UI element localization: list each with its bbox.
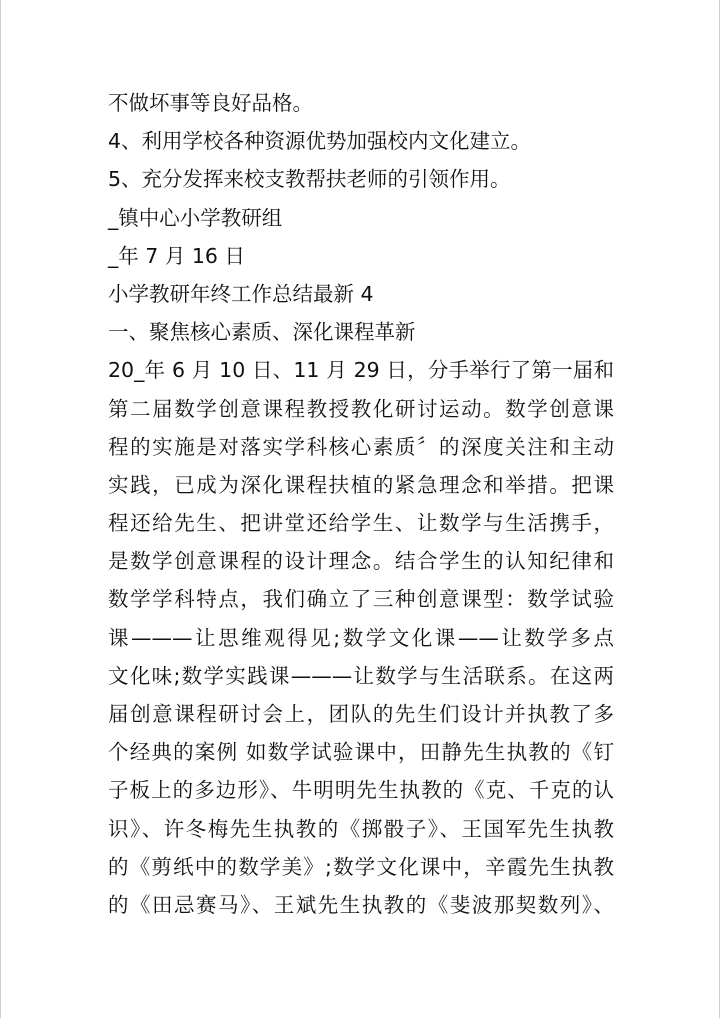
paragraph-line: 第二届数学创意课程教授教化研讨运动。数学创意课 — [108, 396, 614, 421]
signature-organization: _镇中心小学教研组 — [108, 205, 283, 230]
section-title: 小学教研年终工作总结最新 4 — [108, 281, 374, 306]
list-item-4: 4、利用学校各种资源优势加强校内文化建立。 — [108, 129, 532, 154]
document-body — [108, 84, 614, 924]
paragraph-line: 届创意课程研讨会上，团队的先生们设计并执教了多 — [108, 702, 614, 726]
text-line: 不做坏事等良好品格。 — [108, 91, 313, 115]
paragraph-line: 程还给先生、把讲堂还给学生、让数学与生活携手， — [108, 511, 614, 536]
paragraph-line: 实践，已成为深化课程扶植的紧急理念和举措。把课 — [108, 472, 614, 497]
paragraph-line: 识》、许冬梅先生执教的《掷骰子》、王国军先生执教 — [108, 816, 614, 841]
section-heading: 一、聚焦核心素质、深化课程革新 — [108, 320, 416, 345]
paragraph-line: 程的实施是对落实学科核心素质〞的深度关注和主动 — [108, 434, 614, 459]
paragraph-line: 课———让思维观得见;数学文化课——让数学多点 — [108, 625, 614, 650]
paragraph-line: 数学学科特点，我们确立了三种创意课型：数学试验 — [108, 587, 614, 612]
paragraph-line: 子板上的多边形》、牛明明先生执教的《克、千克的认 — [108, 778, 614, 803]
signature-date: _年 7 月 16 日 — [108, 243, 245, 268]
paragraph-line: 文化味;数学实践课———让数学与生活联系。在这两 — [108, 663, 614, 688]
paragraph-line: 的《剪纸中的数学美》;数学文化课中，辛霞先生执教 — [108, 854, 614, 879]
paragraph-line: 是数学创意课程的设计理念。结合学生的认知纪律和 — [108, 549, 614, 574]
page-left-edge — [0, 0, 1, 1018]
paragraph-line: 的《田忌赛马》、王斌先生执教的《斐波那契数列》、 — [108, 892, 614, 917]
paragraph-line: 个经典的案例 如数学试验课中，田静先生执教的《钉 — [108, 740, 614, 765]
paragraph-line: 20_年 6 月 10 日、11 月 29 日，分手举行了第一届和 — [108, 358, 614, 383]
list-item-5: 5、充分发挥来校支教帮扶老师的引领作用。 — [108, 167, 511, 192]
